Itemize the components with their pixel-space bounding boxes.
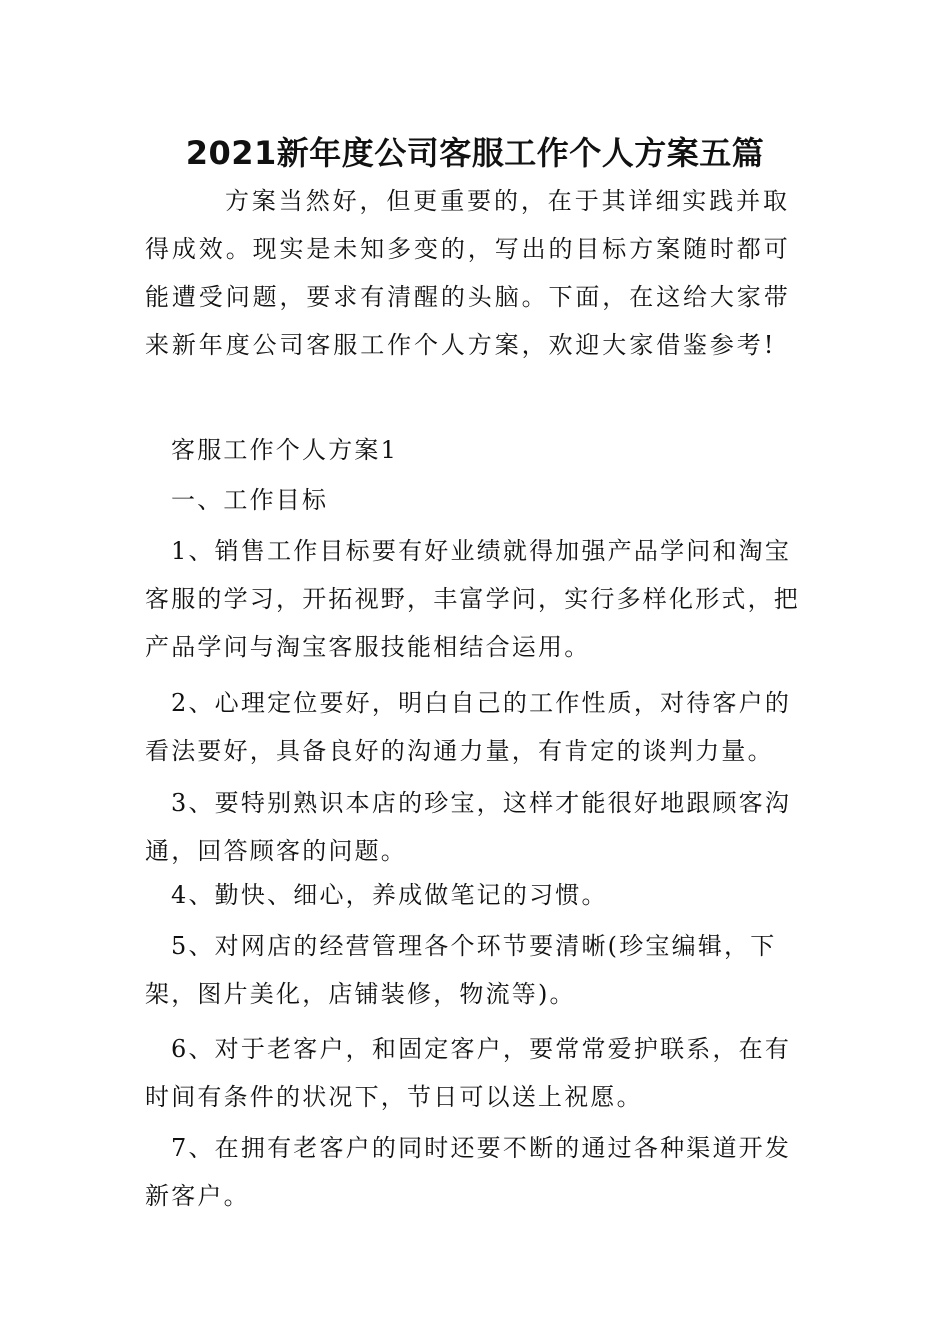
list-item-2: 2、心理定位要好，明白自己的工作性质，对待客户的看法要好，具备良好的沟通力量，有肯定的谈判力量。: [145, 689, 792, 765]
list-item-4: 4、勤快、细心，养成做笔记的习惯。: [171, 881, 608, 909]
list-item-3: 3、要特别熟识本店的珍宝，这样才能很好地跟顾客沟通，回答顾客的问题。: [145, 789, 792, 865]
subsection-heading: 一、工作目标: [171, 486, 329, 514]
list-item-1: 1、销售工作目标要有好业绩就得加强产品学问和淘宝客服的学习，开拓视野，丰富学问，实行多样化形式，把产品学问与淘宝客服技能相结合运用。: [145, 537, 800, 661]
document-title: 2021新年度公司客服工作个人方案五篇: [185, 134, 765, 172]
section-heading: 客服工作个人方案1: [171, 436, 399, 464]
list-item-6: 6、对于老客户，和固定客户，要常常爱护联系，在有时间有条件的状况下，节日可以送上祝愿。: [145, 1035, 792, 1111]
list-item-7: 7、在拥有老客户的同时还要不断的通过各种渠道开发新客户。: [145, 1134, 792, 1210]
intro-paragraph: 方案当然好，但更重要的，在于其详细实践并取得成效。现实是未知多变的，写出的目标方案随时都可能遭受问题，要求有清醒的头脑。下面，在这给大家带来新年度公司客服工作个人方案，欢迎大家借鉴参考!: [145, 187, 791, 359]
list-item-5: 5、对网店的经营管理各个环节要清晰(珍宝编辑，下架，图片美化，店铺装修，物流等)。: [145, 932, 777, 1008]
